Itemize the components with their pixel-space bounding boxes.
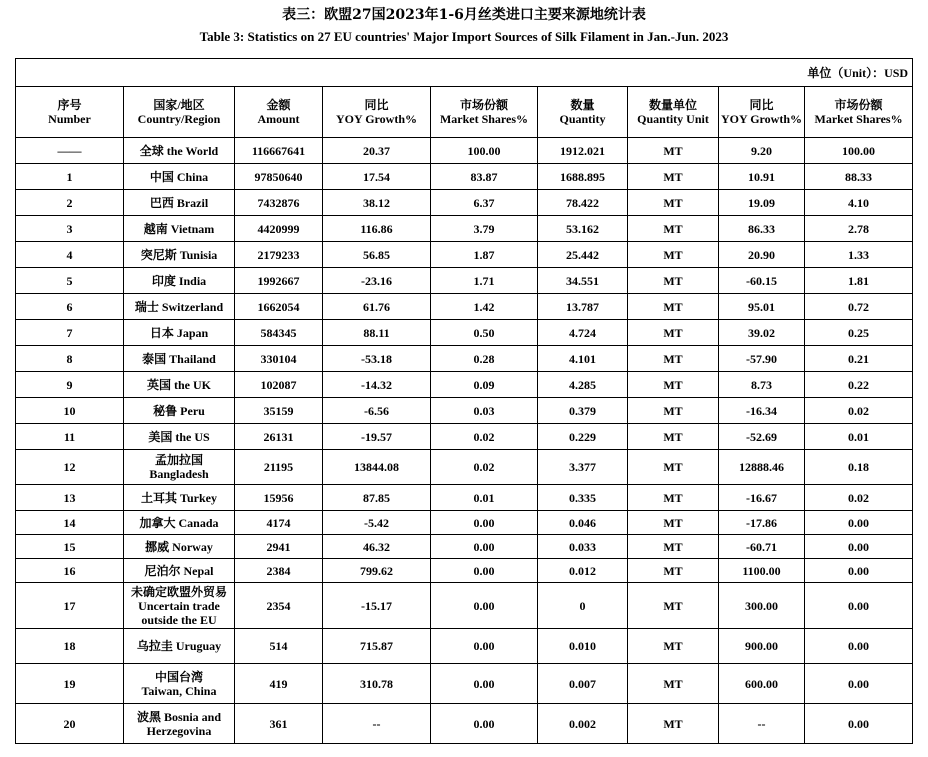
table-row [16, 398, 913, 424]
cell-number: 18 [16, 629, 124, 664]
cell-share-amount: 0.50 [431, 320, 538, 346]
cell-yoy-quantity: 39.02 [719, 320, 805, 346]
cell-quantity: 1912.021 [538, 138, 628, 164]
cell-quantity: 4.724 [538, 320, 628, 346]
cell-share-amount: 0.02 [431, 450, 538, 485]
cell-yoy-quantity: -- [719, 704, 805, 744]
cell-quantity-unit: MT [628, 559, 719, 583]
table-title-en: Table 3: Statistics on 27 EU countries' Major Import Sources of Silk Filament in Jan.-Jun. 2023 [199, 29, 729, 44]
cell-quantity: 78.422 [538, 190, 628, 216]
cell-yoy-amount: 61.76 [323, 294, 431, 320]
table-row [16, 485, 913, 511]
cell-share-quantity: 0.01 [805, 424, 913, 450]
cell-number: 10 [16, 398, 124, 424]
table-row [16, 346, 913, 372]
cell-yoy-quantity: 1100.00 [719, 559, 805, 583]
cell-quantity: 34.551 [538, 268, 628, 294]
cell-number: 7 [16, 320, 124, 346]
cell-share-amount: 0.00 [431, 704, 538, 744]
header-quantity-unit: 数量单位 Quantity Unit [628, 87, 719, 138]
table-row [16, 511, 913, 535]
cell-number: 14 [16, 511, 124, 535]
cell-share-amount: 0.00 [431, 583, 538, 629]
cell-quantity: 4.101 [538, 346, 628, 372]
cell-quantity-unit: MT [628, 242, 719, 268]
cell-yoy-quantity: -57.90 [719, 346, 805, 372]
cell-country: 尼泊尔 Nepal [124, 559, 235, 583]
cell-share-quantity: 0.00 [805, 535, 913, 559]
cell-number: 9 [16, 372, 124, 398]
cell-yoy-quantity: 300.00 [719, 583, 805, 629]
cell-yoy-quantity: -60.15 [719, 268, 805, 294]
cell-country: 泰国 Thailand [124, 346, 235, 372]
cell-share-amount: 0.03 [431, 398, 538, 424]
cell-yoy-quantity: 600.00 [719, 664, 805, 704]
cell-amount: 2354 [235, 583, 323, 629]
cell-quantity-unit: MT [628, 704, 719, 744]
cell-yoy-quantity: -17.86 [719, 511, 805, 535]
cell-amount: 26131 [235, 424, 323, 450]
cell-number: 19 [16, 664, 124, 704]
cell-yoy-quantity: 900.00 [719, 629, 805, 664]
cell-quantity-unit: MT [628, 424, 719, 450]
cell-share-amount: 6.37 [431, 190, 538, 216]
cell-yoy-quantity: 9.20 [719, 138, 805, 164]
cell-share-quantity: 0.18 [805, 450, 913, 485]
cell-yoy-amount: 87.85 [323, 485, 431, 511]
cell-amount: 2384 [235, 559, 323, 583]
cell-country: 全球 the World [124, 138, 235, 164]
cell-number: 6 [16, 294, 124, 320]
table-row [16, 372, 913, 398]
table-row [16, 164, 913, 190]
cell-amount: 361 [235, 704, 323, 744]
cell-quantity-unit: MT [628, 629, 719, 664]
cell-share-quantity: 2.78 [805, 216, 913, 242]
cell-share-quantity: 1.81 [805, 268, 913, 294]
cell-share-amount: 3.79 [431, 216, 538, 242]
cell-amount: 15956 [235, 485, 323, 511]
cell-quantity-unit: MT [628, 190, 719, 216]
cell-amount: 7432876 [235, 190, 323, 216]
header-share-quantity: 市场份额 Market Shares% [805, 87, 913, 138]
cell-number: 11 [16, 424, 124, 450]
cell-number: 2 [16, 190, 124, 216]
cell-country: 乌拉圭 Uruguay [124, 629, 235, 664]
cell-share-amount: 0.09 [431, 372, 538, 398]
cell-number: 8 [16, 346, 124, 372]
cell-quantity-unit: MT [628, 485, 719, 511]
cell-share-amount: 0.00 [431, 664, 538, 704]
table-row [16, 424, 913, 450]
table-row [16, 216, 913, 242]
cell-quantity-unit: MT [628, 583, 719, 629]
cell-quantity: 0.002 [538, 704, 628, 744]
cell-yoy-amount: 20.37 [323, 138, 431, 164]
cell-share-amount: 1.42 [431, 294, 538, 320]
cell-quantity: 4.285 [538, 372, 628, 398]
cell-amount: 97850640 [235, 164, 323, 190]
cell-yoy-amount: -19.57 [323, 424, 431, 450]
cell-country: 日本 Japan [124, 320, 235, 346]
cell-share-quantity: 0.00 [805, 664, 913, 704]
cell-amount: 584345 [235, 320, 323, 346]
table-row [16, 704, 913, 744]
table-row [16, 138, 913, 164]
cell-quantity-unit: MT [628, 398, 719, 424]
cell-country: 土耳其 Turkey [124, 485, 235, 511]
cell-amount: 4420999 [235, 216, 323, 242]
table-row [16, 535, 913, 559]
cell-quantity-unit: MT [628, 164, 719, 190]
cell-yoy-amount: 13844.08 [323, 450, 431, 485]
cell-amount: 330104 [235, 346, 323, 372]
cell-share-amount: 0.01 [431, 485, 538, 511]
cell-quantity: 0.229 [538, 424, 628, 450]
cell-quantity: 0 [538, 583, 628, 629]
cell-yoy-amount: 715.87 [323, 629, 431, 664]
cell-yoy-amount: -14.32 [323, 372, 431, 398]
cell-quantity-unit: MT [628, 450, 719, 485]
cell-number: 13 [16, 485, 124, 511]
cell-share-quantity: 0.00 [805, 704, 913, 744]
cell-amount: 2179233 [235, 242, 323, 268]
table-row [16, 664, 913, 704]
cell-amount: 102087 [235, 372, 323, 398]
cell-quantity: 0.012 [538, 559, 628, 583]
cell-yoy-amount: 799.62 [323, 559, 431, 583]
cell-quantity-unit: MT [628, 294, 719, 320]
cell-share-amount: 0.02 [431, 424, 538, 450]
cell-share-quantity: 0.25 [805, 320, 913, 346]
cell-amount: 1662054 [235, 294, 323, 320]
cell-yoy-quantity: 86.33 [719, 216, 805, 242]
cell-country: 越南 Vietnam [124, 216, 235, 242]
cell-share-amount: 0.00 [431, 629, 538, 664]
cell-number: 12 [16, 450, 124, 485]
cell-quantity-unit: MT [628, 511, 719, 535]
header-quantity: 数量 Quantity [538, 87, 628, 138]
cell-country: 孟加拉国 Bangladesh [124, 450, 235, 485]
cell-amount: 1992667 [235, 268, 323, 294]
header-country: 国家/地区 Country/Region [124, 87, 235, 138]
cell-yoy-quantity: -16.67 [719, 485, 805, 511]
header-row [16, 87, 913, 138]
cell-quantity-unit: MT [628, 138, 719, 164]
cell-share-quantity: 0.02 [805, 398, 913, 424]
cell-number: 16 [16, 559, 124, 583]
header-number: 序号 Number [16, 87, 124, 138]
import-sources-table [15, 58, 913, 744]
cell-number: 3 [16, 216, 124, 242]
cell-yoy-amount: -- [323, 704, 431, 744]
cell-share-quantity: 100.00 [805, 138, 913, 164]
table-row [16, 450, 913, 485]
cell-quantity: 53.162 [538, 216, 628, 242]
cell-yoy-quantity: 10.91 [719, 164, 805, 190]
table-row [16, 583, 913, 629]
cell-share-amount: 0.00 [431, 559, 538, 583]
cell-yoy-amount: -53.18 [323, 346, 431, 372]
table-title-cn: 表三：欧盟27国2023年1-6月丝类进口主要来源地统计表 [282, 7, 646, 23]
cell-yoy-amount: -6.56 [323, 398, 431, 424]
cell-yoy-amount: -23.16 [323, 268, 431, 294]
cell-yoy-amount: 56.85 [323, 242, 431, 268]
cell-country: 英国 the UK [124, 372, 235, 398]
cell-share-amount: 1.71 [431, 268, 538, 294]
cell-share-quantity: 0.00 [805, 559, 913, 583]
cell-share-quantity: 0.00 [805, 583, 913, 629]
cell-share-quantity: 1.33 [805, 242, 913, 268]
cell-country: 瑞士 Switzerland [124, 294, 235, 320]
cell-country: 美国 the US [124, 424, 235, 450]
cell-share-quantity: 0.00 [805, 511, 913, 535]
cell-yoy-quantity: 19.09 [719, 190, 805, 216]
cell-share-amount: 0.00 [431, 535, 538, 559]
cell-yoy-amount: 38.12 [323, 190, 431, 216]
cell-amount: 2941 [235, 535, 323, 559]
header-yoy-quantity: 同比 YOY Growth% [719, 87, 805, 138]
cell-yoy-quantity: 8.73 [719, 372, 805, 398]
table-row [16, 629, 913, 664]
cell-share-amount: 0.28 [431, 346, 538, 372]
header-share-amount: 市场份额 Market Shares% [431, 87, 538, 138]
header-amount: 金额 Amount [235, 87, 323, 138]
cell-amount: 4174 [235, 511, 323, 535]
cell-share-quantity: 4.10 [805, 190, 913, 216]
cell-number: 4 [16, 242, 124, 268]
cell-quantity: 0.010 [538, 629, 628, 664]
cell-country: 中国台湾 Taiwan, China [124, 664, 235, 704]
cell-share-quantity: 88.33 [805, 164, 913, 190]
cell-yoy-amount: 46.32 [323, 535, 431, 559]
cell-share-quantity: 0.72 [805, 294, 913, 320]
cell-number: 20 [16, 704, 124, 744]
cell-yoy-amount: 88.11 [323, 320, 431, 346]
cell-amount: 21195 [235, 450, 323, 485]
cell-amount: 35159 [235, 398, 323, 424]
cell-quantity: 0.379 [538, 398, 628, 424]
cell-yoy-quantity: -16.34 [719, 398, 805, 424]
cell-share-quantity: 0.00 [805, 629, 913, 664]
cell-country: 突尼斯 Tunisia [124, 242, 235, 268]
table-row [16, 242, 913, 268]
cell-quantity: 0.007 [538, 664, 628, 704]
cell-yoy-quantity: 12888.46 [719, 450, 805, 485]
cell-share-quantity: 0.21 [805, 346, 913, 372]
cell-number: —— [16, 138, 124, 164]
cell-quantity-unit: MT [628, 372, 719, 398]
cell-country: 中国 China [124, 164, 235, 190]
cell-share-amount: 1.87 [431, 242, 538, 268]
cell-amount: 419 [235, 664, 323, 704]
table-row [16, 268, 913, 294]
cell-number: 15 [16, 535, 124, 559]
cell-quantity-unit: MT [628, 268, 719, 294]
cell-yoy-amount: 116.86 [323, 216, 431, 242]
header-yoy-amount: 同比 YOY Growth% [323, 87, 431, 138]
cell-share-amount: 0.00 [431, 511, 538, 535]
cell-country: 巴西 Brazil [124, 190, 235, 216]
cell-yoy-quantity: -60.71 [719, 535, 805, 559]
cell-amount: 116667641 [235, 138, 323, 164]
cell-number: 17 [16, 583, 124, 629]
table-row [16, 559, 913, 583]
cell-yoy-amount: -15.17 [323, 583, 431, 629]
cell-quantity-unit: MT [628, 535, 719, 559]
cell-yoy-amount: 17.54 [323, 164, 431, 190]
cell-quantity-unit: MT [628, 320, 719, 346]
cell-quantity: 1688.895 [538, 164, 628, 190]
cell-share-amount: 83.87 [431, 164, 538, 190]
table-row [16, 320, 913, 346]
cell-quantity-unit: MT [628, 216, 719, 242]
cell-country: 加拿大 Canada [124, 511, 235, 535]
cell-quantity: 0.335 [538, 485, 628, 511]
table-row [16, 294, 913, 320]
cell-share-amount: 100.00 [431, 138, 538, 164]
unit-label: 单位（Unit）：USD [16, 59, 913, 87]
cell-yoy-quantity: 95.01 [719, 294, 805, 320]
cell-quantity: 3.377 [538, 450, 628, 485]
cell-yoy-amount: -5.42 [323, 511, 431, 535]
cell-quantity: 0.046 [538, 511, 628, 535]
cell-country: 波黑 Bosnia and Herzegovina [124, 704, 235, 744]
table-row [16, 190, 913, 216]
cell-yoy-quantity: 20.90 [719, 242, 805, 268]
cell-yoy-amount: 310.78 [323, 664, 431, 704]
cell-number: 1 [16, 164, 124, 190]
cell-quantity: 0.033 [538, 535, 628, 559]
cell-quantity-unit: MT [628, 664, 719, 704]
cell-yoy-quantity: -52.69 [719, 424, 805, 450]
cell-amount: 514 [235, 629, 323, 664]
cell-share-quantity: 0.22 [805, 372, 913, 398]
cell-quantity: 25.442 [538, 242, 628, 268]
cell-quantity: 13.787 [538, 294, 628, 320]
cell-country: 挪威 Norway [124, 535, 235, 559]
cell-quantity-unit: MT [628, 346, 719, 372]
cell-country: 印度 India [124, 268, 235, 294]
cell-country: 秘鲁 Peru [124, 398, 235, 424]
cell-number: 5 [16, 268, 124, 294]
cell-share-quantity: 0.02 [805, 485, 913, 511]
cell-country: 未确定欧盟外贸易 Uncertain trade outside the EU [124, 583, 235, 629]
